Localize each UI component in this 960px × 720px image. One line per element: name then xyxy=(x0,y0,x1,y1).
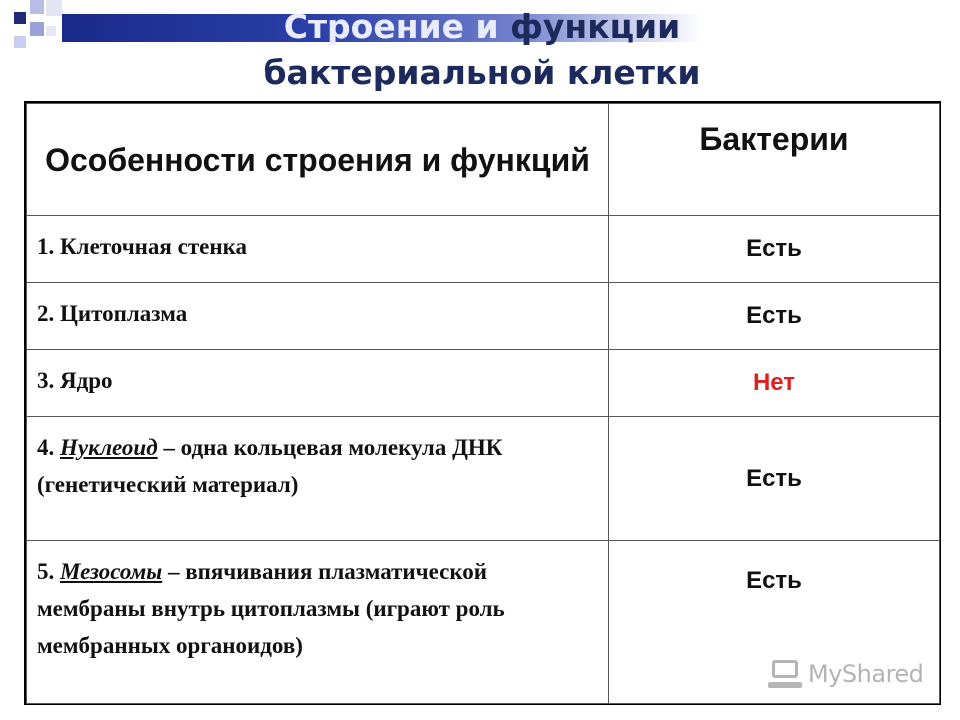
row-number: 3. xyxy=(37,368,55,393)
row-label: Цитоплазма xyxy=(60,301,188,326)
decor-square xyxy=(14,36,26,48)
value-cell: Есть xyxy=(609,283,940,350)
comparison-table xyxy=(24,101,941,705)
row-label: – впячивания плазматической мембраны внутрь цитоплазмы (играют роль мембранных органоидов) xyxy=(37,559,505,658)
title-line-1 xyxy=(62,4,902,50)
watermark xyxy=(768,654,928,694)
value-cell: Есть xyxy=(609,541,940,704)
feature-cell xyxy=(27,417,609,541)
header-features: Особенности строения и функций xyxy=(27,104,609,216)
value-cell: Есть xyxy=(609,216,940,283)
row-label: – одна кольцевая молекула ДНК (генетический материал) xyxy=(37,435,503,497)
table-row xyxy=(27,216,940,283)
table-row xyxy=(27,283,940,350)
title-line-2: бактериальной клетки xyxy=(263,53,701,92)
value-cell-negative: Нет xyxy=(609,350,940,417)
row-number: 1. xyxy=(37,234,55,259)
decor-square xyxy=(30,0,44,14)
table xyxy=(26,103,940,704)
decor-square xyxy=(30,22,44,36)
row-number: 2. xyxy=(37,301,55,326)
decor-square xyxy=(14,12,26,24)
table-header-row xyxy=(27,104,940,216)
row-term: Мезосомы xyxy=(60,559,163,584)
row-label: Клеточная стенка xyxy=(60,234,247,259)
header-bacteria: Бактерии xyxy=(609,104,940,216)
title-part-2: функции xyxy=(510,7,681,46)
row-term: Нуклеоид xyxy=(60,435,158,460)
decor-square xyxy=(46,26,56,36)
decor-square xyxy=(46,0,62,16)
feature-cell xyxy=(27,350,609,417)
feature-cell xyxy=(27,283,609,350)
row-number: 5. xyxy=(37,559,55,584)
table-row xyxy=(27,350,940,417)
monitor-icon xyxy=(768,658,802,690)
row-label: Ядро xyxy=(60,368,113,393)
table-row xyxy=(27,417,940,541)
watermark-text: MyShared xyxy=(808,660,924,688)
row-number: 4. xyxy=(37,435,55,460)
feature-cell xyxy=(27,541,609,704)
title-part-1: Строение и xyxy=(283,7,499,46)
slide-title xyxy=(62,4,902,96)
value-cell: Есть xyxy=(609,417,940,541)
feature-cell xyxy=(27,216,609,283)
